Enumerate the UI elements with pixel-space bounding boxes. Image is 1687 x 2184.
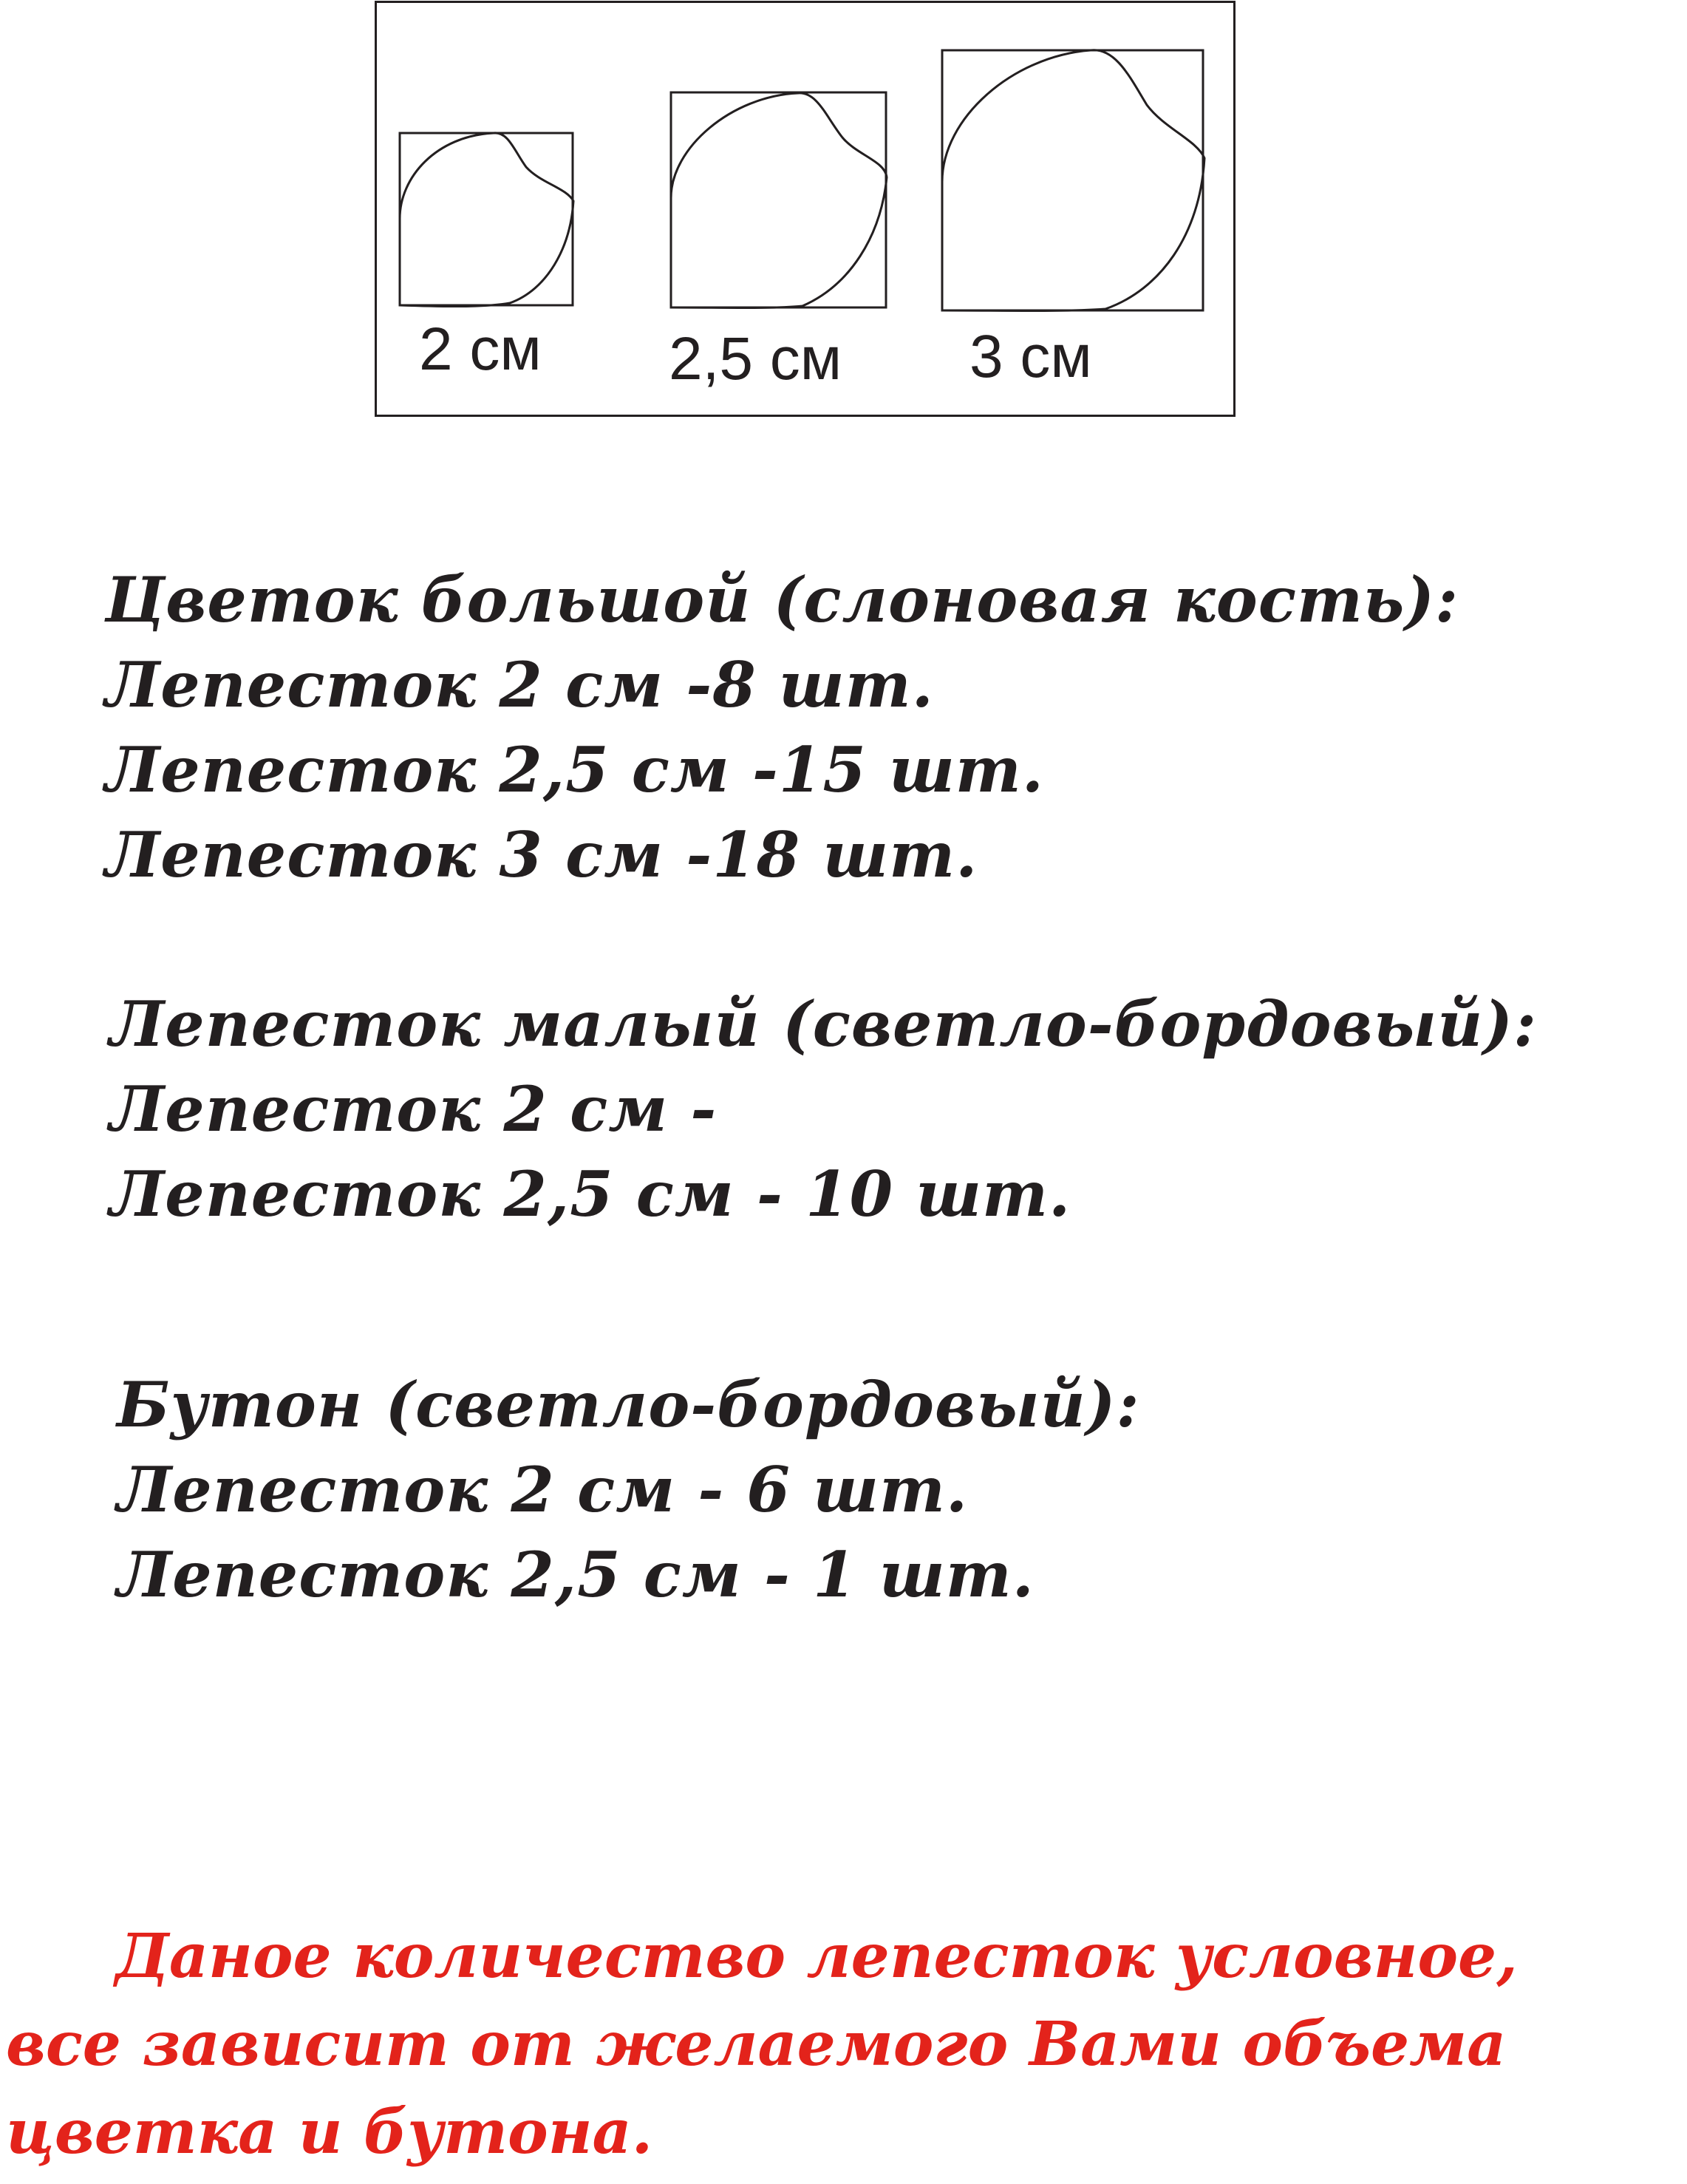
section-small-petal [109,982,1537,1236]
section-bud [117,1362,1140,1617]
size-label-2-5cm: 2,5 см [669,325,842,392]
petal-count-line: Лепесток 2 см - 6 шт. [117,1453,969,1526]
petal-count-line: Лепесток 2 см -8 шт. [105,648,934,721]
note-line: все зависит от желаемого Вами объема [6,2009,1507,2080]
section-big-flower [105,557,1459,897]
petal-square-2-5cm [671,92,886,307]
petal-templates-drawing [0,0,1687,443]
petal-count-line: Лепесток 2 см - [109,1072,718,1146]
petal-outline-3cm [942,50,1204,311]
section-title: Лепесток малый (светло-бордовый): [109,987,1538,1061]
petal-template-2-5cm [671,92,887,308]
size-label-2cm: 2 см [419,316,542,383]
petal-template-3cm [942,50,1204,311]
section-title: Бутон (светло-бордовый): [117,1368,1140,1441]
petal-square-2cm [400,133,573,305]
note-line: Даное количество лепесток условное, [115,1921,1518,1992]
note-line: цветка и бутона. [6,2097,653,2168]
size-label-3cm: 3 см [969,323,1092,390]
note-paragraph [6,1913,1683,2177]
petal-template-2cm [400,133,573,307]
petal-count-line: Лепесток 2,5 см - 1 шт. [117,1538,1035,1611]
petal-count-line: Лепесток 2,5 см - 10 шт. [109,1157,1071,1231]
section-title: Цветок большой (слоновая кость): [105,563,1459,636]
petal-count-line: Лепесток 3 см -18 шт. [105,818,978,891]
petal-outline-2-5cm [671,93,887,308]
petal-count-line: Лепесток 2,5 см -15 шт. [105,733,1045,806]
petal-outline-2cm [400,133,573,307]
petal-square-3cm [942,50,1203,310]
